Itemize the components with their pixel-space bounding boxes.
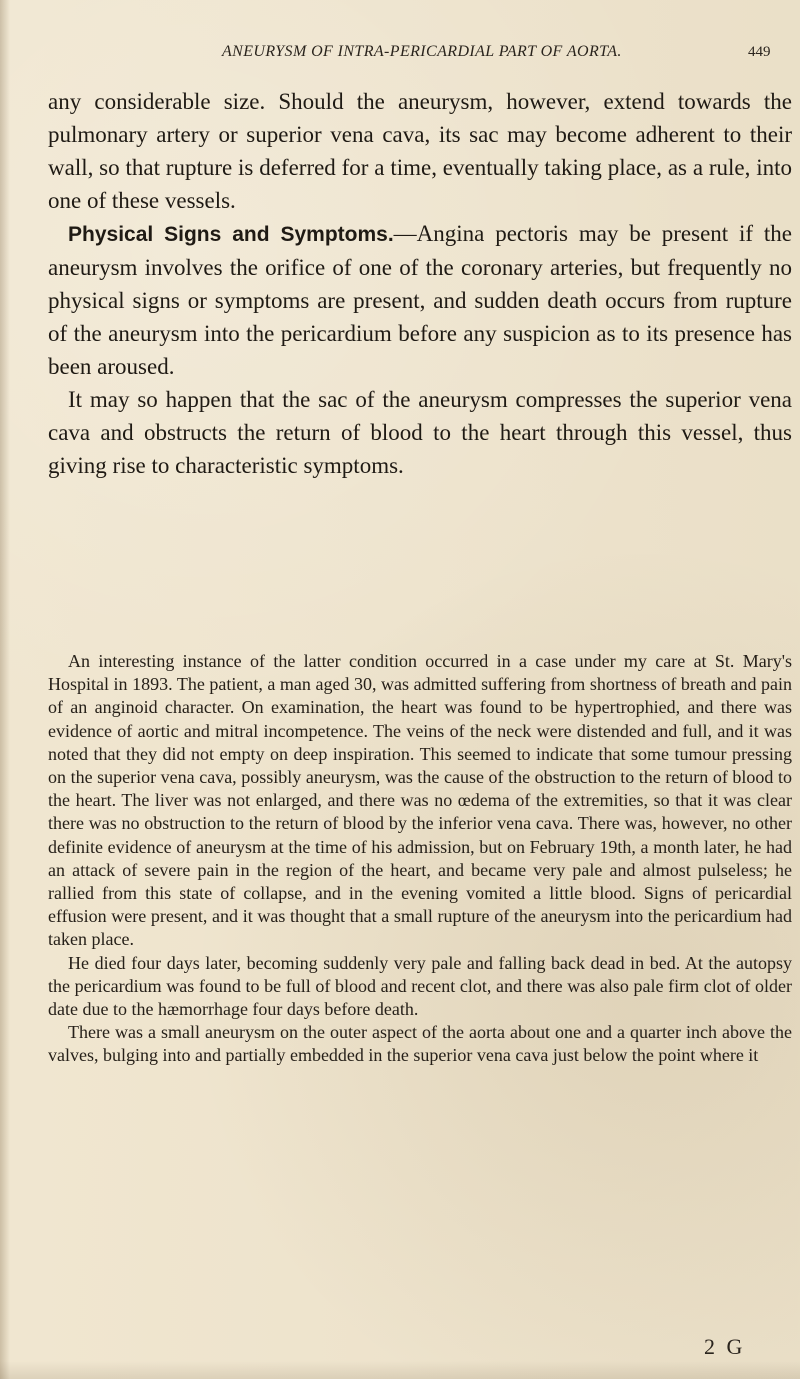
page-bottom-shadow: [0, 1361, 800, 1379]
signature-mark: 2 G: [704, 1334, 746, 1359]
section-label: Physical Signs and Symptoms.: [68, 223, 394, 246]
paragraph-2-text: —Angina pectoris may be present if the aneurysm involves the orifice of one of the coronary arteries, but frequently no physical signs or symptoms are present, and sudden death occurs from rupture of the aneurysm into the pericardium before any suspicion as to its presence has been aroused.: [48, 221, 792, 379]
paragraph-3: It may so happen that the sac of the aneurysm compresses the superior vena cava and obstructs the return of blood to the heart through this vessel, thus giving rise to characteristic symptoms.: [48, 387, 792, 478]
case-note-paragraph-2: He died four days later, becoming suddenly very pale and falling back dead in bed. At the autopsy the pericardium was found to be full of blood and recent clot, and there was also pale firm clot of older date due to the hæmorrhage four days before death.: [48, 952, 792, 1020]
case-note-paragraph-1: An interesting instance of the latter condition occurred in a case under my care at St. Mary's Hospital in 1893. The patient, a man aged 30, was admitted suffering from shortness of breath and pain of an anginoid character. On examination, the heart was found to be hypertrophied, and there was evidence of aortic and mitral incompetence. The veins of the neck were distended and full, and it was noted that they did not empty on deep inspiration. This seemed to indicate that some tumour pressing on the superior vena cava, possibly aneurysm, was the cause of the obstruction to the return of blood to the heart. The liver was not enlarged, and there was no œdema of the extremities, so that it was clear there was no obstruction to the return of blood by the inferior vena cava. There was, however, no other definite evidence of aneurysm at the time of his admission, but on February 19th, a month later, he had an attack of severe pain in the region of the heart, and became very pale and almost pulseless; he rallied from this state of collapse, and in the evening vomited a little blood. Signs of pericardial effusion were present, and it was thought that a small rupture of the aneurysm into the pericardium had taken place.: [48, 651, 792, 950]
case-note: [48, 650, 792, 1068]
page-number: 449: [748, 44, 771, 60]
case-note-paragraph-3: There was a small aneurysm on the outer aspect of the aorta about one and a quarter inch above the valves, bulging into and partially embedded in the superior vena cava just below the point where it: [48, 1022, 792, 1066]
page-shadow: [0, 0, 10, 1379]
paragraph-2: [48, 217, 792, 383]
running-head: ANEURYSM OF INTRA-PERICARDIAL PART OF AORTA.: [222, 43, 622, 60]
paragraph-1: any considerable size. Should the aneurysm, however, extend towards the pulmonary artery or superior vena cava, its sac may become adherent to their wall, so that rupture is deferred for a time, eventually taking place, as a rule, into one of these vessels.: [48, 89, 792, 213]
main-text: [48, 85, 792, 482]
